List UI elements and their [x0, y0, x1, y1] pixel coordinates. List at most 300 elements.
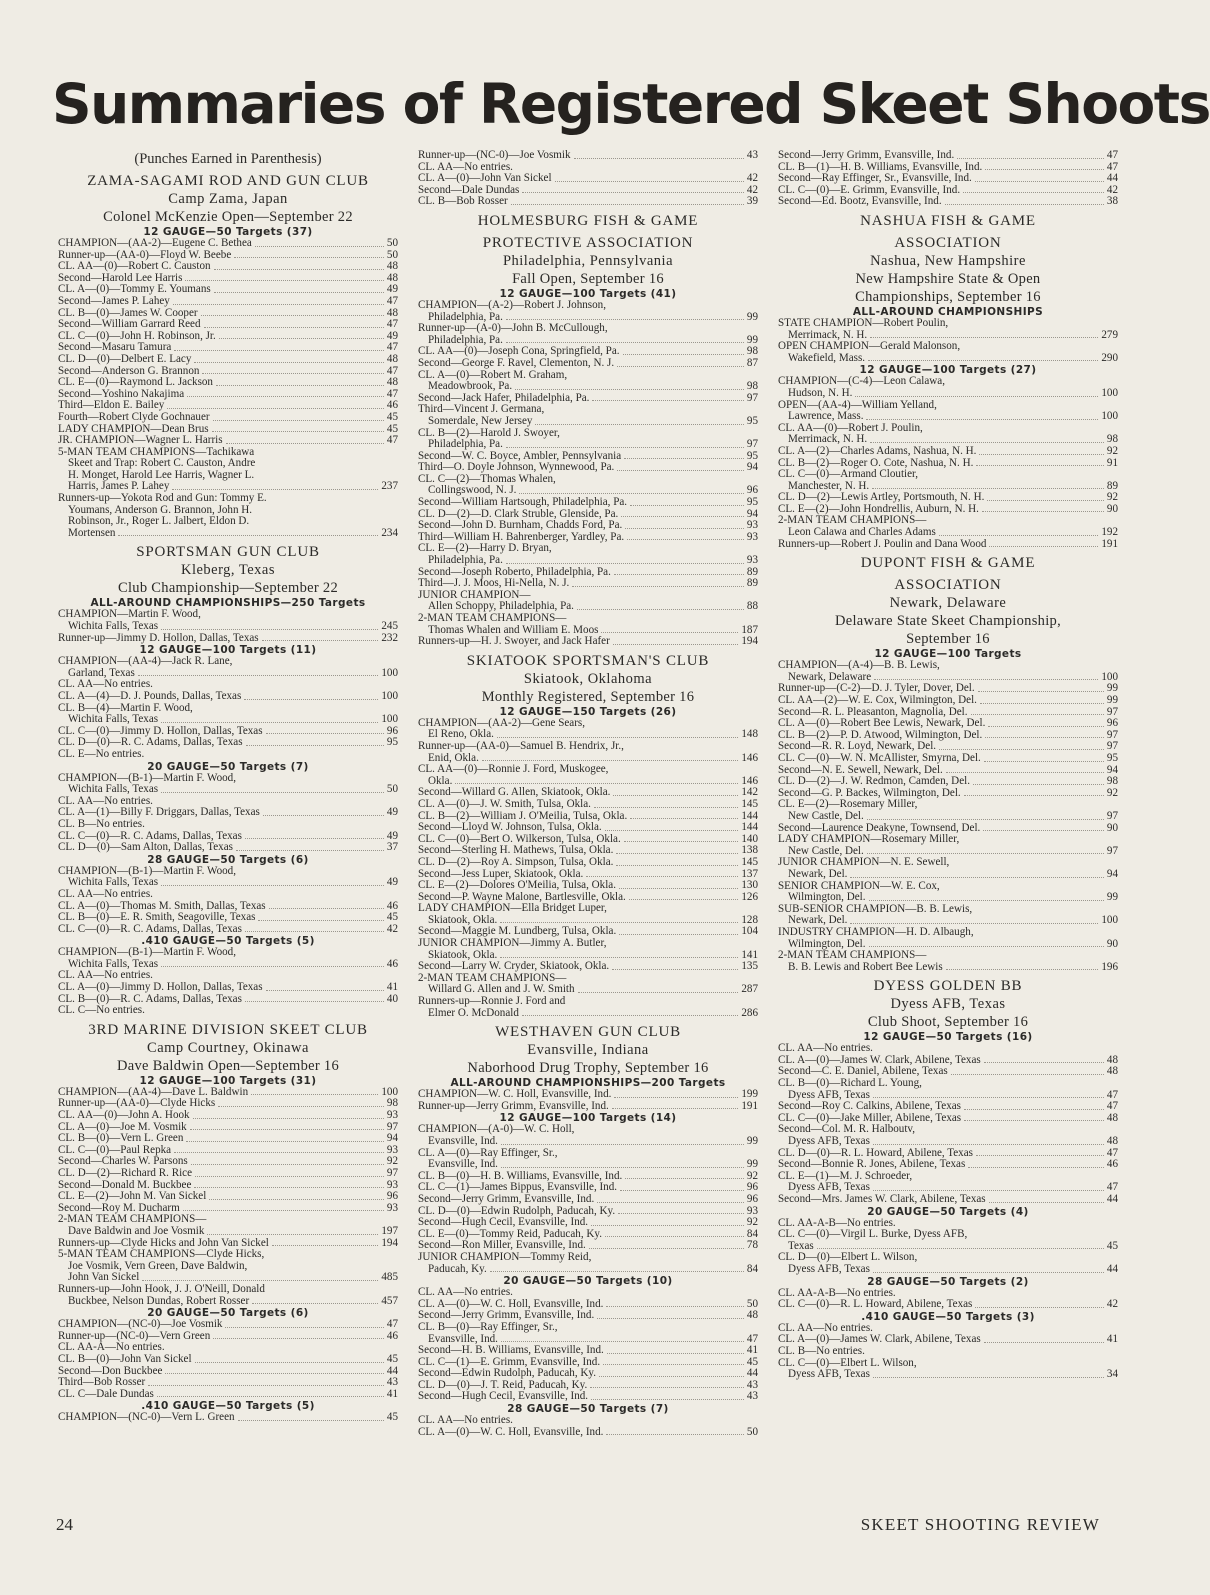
result-label: Wichita Falls, Texas	[68, 783, 159, 796]
result-score: 99	[1106, 694, 1118, 707]
dot-leader	[618, 1213, 744, 1214]
dot-leader	[625, 1178, 744, 1179]
result-score: 96	[746, 1192, 758, 1205]
result-row	[778, 1264, 1118, 1276]
result-label: Paducah, Ky.	[428, 1262, 487, 1275]
result-score: 47	[386, 387, 398, 400]
club-location: Camp Zama, Japan	[168, 191, 288, 207]
dot-leader	[621, 516, 744, 517]
result-line: CL. AA—(0)—Robert J. Poulin,	[778, 421, 923, 434]
dot-leader	[872, 488, 1104, 489]
result-score: 48	[1106, 1053, 1118, 1066]
result-label: CL. D—(2)—J. W. Redmon, Camden, Del.	[778, 775, 970, 788]
club-name: HOLMESBURG FISH & GAME	[477, 212, 699, 229]
result-score: 128	[741, 913, 758, 926]
result-line: CL. AA-A-B—No entries.	[778, 1216, 896, 1229]
result-label: Fourth—Robert Clyde Gochnauer	[58, 410, 210, 423]
result-label: CL. A—(4)—D. J. Pounds, Dallas, Texas	[58, 690, 242, 702]
result-line: CL. C—(0)—Armand Cloutier,	[778, 468, 919, 481]
dot-leader	[201, 315, 384, 316]
result-line: CHAMPION—(AA-2)—Gene Sears,	[418, 716, 585, 729]
result-line: Runner-up—(AA-0)—Samuel B. Hendrix, Jr.,	[418, 739, 624, 752]
dot-leader	[630, 818, 738, 819]
dot-leader	[594, 807, 738, 808]
gauge-heading: 20 GAUGE—50 Targets (10)	[503, 1275, 673, 1288]
result-row	[418, 1194, 758, 1206]
dot-leader	[165, 1373, 383, 1374]
result-score: 45	[746, 1355, 758, 1368]
result-row	[778, 695, 1118, 707]
result-score: 78	[746, 1239, 758, 1252]
result-score: 42	[1106, 183, 1118, 196]
result-line: LADY CHAMPION—Rosemary Miller,	[778, 833, 960, 846]
result-label: CL. B—(2)—William J. O'Meilia, Tulsa, Okla.	[418, 809, 628, 822]
result-line: CL. B—(4)—Martin F. Wood,	[58, 701, 193, 714]
dot-leader	[244, 699, 378, 700]
result-score: 41	[1106, 1333, 1118, 1346]
result-score: 45	[386, 1352, 398, 1365]
result-score: 89	[1106, 479, 1118, 492]
result-line: Second—Col. M. R. Halboutv,	[778, 1123, 916, 1136]
result-score: 41	[746, 1344, 758, 1357]
result-label: Enid, Okla.	[428, 751, 479, 764]
result-score: 47	[1106, 1146, 1118, 1159]
result-score: 46	[386, 957, 398, 970]
result-line: CL. AA—No entries.	[418, 1414, 513, 1427]
result-score: 94	[1106, 867, 1118, 880]
result-score: 146	[741, 751, 758, 764]
result-score: 46	[1106, 1158, 1118, 1171]
result-label: Third—William H. Bahrenberger, Yardley, Pa.	[418, 530, 625, 543]
result-score: 43	[746, 1378, 758, 1391]
result-label: Second—Joseph Roberto, Philadelphia, Pa.	[418, 565, 611, 578]
result-score: 192	[1101, 526, 1118, 539]
dot-leader	[623, 354, 744, 355]
dot-leader	[515, 389, 744, 390]
result-label: Second—Harold Lee Harris	[58, 271, 183, 284]
result-line: CL. C—(0)—Elbert L. Wilson,	[778, 1356, 917, 1369]
result-label: CL. A—(0)—James W. Clark, Abilene, Texas	[778, 1333, 981, 1346]
dot-leader	[191, 1164, 384, 1165]
result-line: CHAMPION—(B-1)—Martin F. Wood,	[58, 771, 236, 784]
result-score: 50	[386, 237, 398, 249]
result-score: 96	[386, 1190, 398, 1203]
result-score: 44	[386, 1364, 398, 1377]
result-score: 91	[1106, 456, 1118, 469]
dot-leader	[982, 511, 1104, 512]
dot-leader	[607, 1353, 744, 1354]
result-score: 49	[386, 283, 398, 296]
result-score: 97	[746, 391, 758, 404]
dot-leader	[173, 304, 384, 305]
result-score: 43	[386, 1376, 398, 1389]
dot-leader	[613, 795, 738, 796]
result-score: 47	[746, 1332, 758, 1345]
result-label: Second—William Hartsough, Philadelphia, Pa.	[418, 496, 628, 509]
result-label: Runner-up—(NC-0)—Vern Green	[58, 1329, 211, 1342]
event-title: Colonel McKenzie Open—September 22	[103, 209, 353, 225]
dot-leader	[597, 1202, 744, 1203]
result-row	[58, 528, 398, 540]
page-title: Summaries of Registered Skeet Shoots	[52, 72, 1210, 136]
event-title: Championships, September 16	[855, 288, 1041, 305]
dot-leader	[985, 169, 1104, 170]
result-score: 47	[386, 364, 398, 377]
dot-leader	[945, 204, 1104, 205]
club-location: Philadelphia, Pennsylvania	[502, 252, 674, 269]
result-label: CL. C—(0)—Paul Repka	[58, 1143, 172, 1156]
result-score: 46	[386, 399, 398, 412]
result-score: 48	[386, 271, 398, 284]
result-score: 46	[386, 899, 398, 912]
dot-leader	[873, 1377, 1104, 1378]
dot-leader	[118, 535, 378, 536]
result-line: CL. E—(2)—Harry D. Bryan,	[418, 542, 552, 555]
result-line: CL. AA-A-B—No entries.	[778, 1286, 896, 1299]
result-continuation: Robinson, Jr., Roger L. Jalbert, Eldon D.	[68, 515, 250, 528]
result-label: Dave Baldwin and Joe Vosmik	[68, 1224, 205, 1237]
result-line: CL. AA-A—No entries.	[58, 1341, 165, 1354]
result-label: JR. CHAMPION—Wagner L. Harris	[58, 434, 223, 447]
dot-leader	[964, 1109, 1104, 1110]
result-label: CL. D—(2)—D. Clark Struble, Glenside, Pa.	[418, 507, 619, 520]
dot-leader	[252, 1303, 378, 1304]
gauge-heading: ALL-AROUND CHAMPIONSHIPS	[852, 305, 1044, 318]
result-label: Dyess AFB, Texas	[788, 1088, 870, 1101]
gauge-heading: 28 GAUGE—50 Targets (6)	[147, 853, 309, 866]
result-row	[58, 1296, 398, 1308]
result-label: CHAMPION—W. C. Holl, Evansville, Ind.	[418, 1088, 612, 1101]
dot-leader	[951, 1074, 1104, 1075]
result-score: 49	[386, 876, 398, 889]
result-line: JUNIOR CHAMPION—N. E. Sewell,	[778, 856, 950, 869]
result-score: 45	[1106, 1239, 1118, 1252]
dot-leader	[161, 885, 384, 886]
result-label: CL. D—(2)—Roy A. Simpson, Tulsa, Okla.	[418, 855, 614, 868]
gauge-heading: 12 GAUGE—100 Targets (41)	[499, 287, 677, 300]
result-score: 93	[386, 1109, 398, 1122]
result-row	[418, 822, 758, 834]
result-score: 146	[741, 774, 758, 787]
result-row	[58, 784, 398, 796]
result-row	[418, 381, 758, 393]
dot-leader	[236, 850, 384, 851]
result-score: 44	[746, 1367, 758, 1380]
dot-leader	[867, 853, 1104, 854]
result-score: 45	[386, 1411, 398, 1424]
result-label: CL. B—(0)—John Van Sickel	[58, 1352, 192, 1365]
result-score: 90	[1106, 937, 1118, 950]
dot-leader	[263, 815, 384, 816]
dot-leader	[194, 362, 384, 363]
result-row	[58, 412, 398, 424]
result-label: Skiatook, Okla.	[428, 948, 498, 961]
result-row	[778, 353, 1118, 365]
club-location: Skiatook, Oklahoma	[523, 670, 653, 687]
dot-leader	[629, 899, 739, 900]
result-score: 99	[1106, 682, 1118, 695]
result-label: CL. AA—(0)—John A. Hook	[58, 1109, 190, 1122]
result-label: Second—Bonnie R. Jones, Abilene, Texas	[778, 1158, 966, 1171]
result-label: Second—William Garrard Reed	[58, 318, 201, 331]
result-label: Runner-up—Jerry Grimm, Evansville, Ind.	[418, 1099, 609, 1112]
result-line: CL. E—(2)—Rosemary Miller,	[778, 798, 918, 811]
gauge-heading: 12 GAUGE—100 Targets (11)	[139, 644, 317, 657]
result-line: CHAMPION—(C-4)—Leon Calawa,	[778, 375, 945, 388]
result-label: CL. D—(0)—Delbert E. Lacy	[58, 352, 192, 365]
dot-leader	[979, 454, 1103, 455]
result-label: Wichita Falls, Texas	[68, 876, 159, 889]
dot-leader	[251, 1094, 378, 1095]
result-score: 93	[746, 1204, 758, 1217]
result-row	[778, 962, 1118, 974]
result-label: CL. D—(0)—Edwin Rudolph, Paducah, Ky.	[418, 1204, 616, 1217]
club-location: Kleberg, Texas	[180, 562, 276, 579]
result-score: 97	[746, 438, 758, 451]
club-name: PROTECTIVE ASSOCIATION	[482, 234, 694, 251]
result-line: CL. AA—No entries.	[778, 1042, 873, 1055]
result-score: 47	[386, 341, 398, 354]
result-score: 49	[386, 329, 398, 342]
result-score: 191	[741, 1099, 758, 1112]
dot-leader	[630, 505, 744, 506]
dot-leader	[869, 946, 1104, 947]
result-label: Evansville, Ind.	[428, 1332, 498, 1345]
result-label: CL. E—(0)—Tommy Reid, Paducah, Ky.	[418, 1227, 602, 1240]
result-label: Wichita Falls, Texas	[68, 713, 159, 726]
result-label: Manchester, N. H.	[788, 479, 870, 492]
result-label: CL. C—(1)—E. Grimm, Evansville, Ind.	[418, 1355, 601, 1368]
page-number: 24	[56, 1515, 73, 1534]
result-label: Second—Masaru Tamura	[58, 341, 172, 354]
result-row	[778, 811, 1118, 823]
club-name: 3RD MARINE DIVISION SKEET CLUB	[88, 1021, 368, 1038]
result-score: 145	[741, 797, 758, 810]
result-label: CL. AA—(0)—Joseph Cona, Springfield, Pa.	[418, 345, 620, 358]
result-score: 196	[1101, 960, 1118, 973]
result-label: Runner-up—(AA-0)—Floyd W. Beebe	[58, 248, 232, 261]
result-score: 49	[386, 829, 398, 842]
dot-leader	[975, 181, 1104, 182]
result-label: Willard G. Allen and J. W. Smith	[428, 983, 575, 996]
result-label: CL. A—(0)—Jimmy D. Hollon, Dallas, Texas	[58, 981, 263, 994]
result-row	[778, 411, 1118, 423]
dot-leader	[262, 640, 379, 641]
result-label: Buckbee, Nelson Dundas, Robert Rosser	[68, 1294, 250, 1307]
result-label: CL. A—(0)—W. C. Holl, Evansville, Ind.	[418, 1297, 604, 1310]
dot-leader	[984, 761, 1104, 762]
result-row	[778, 446, 1118, 458]
dot-leader	[269, 908, 384, 909]
result-row	[58, 1168, 398, 1180]
dot-leader	[174, 1152, 384, 1153]
event-title: September 16	[906, 631, 990, 648]
result-score: 97	[1106, 728, 1118, 741]
dot-leader	[870, 337, 1098, 338]
result-row	[58, 1226, 398, 1238]
result-score: 89	[746, 565, 758, 578]
result-score: 47	[386, 294, 398, 307]
club-name: NASHUA FISH & GAME	[860, 212, 1036, 229]
result-line: Runners-up—Ronnie J. Ford and	[418, 995, 566, 1008]
result-label: Second—H. B. Williams, Evansville, Ind.	[418, 1344, 604, 1357]
result-row	[58, 1354, 398, 1366]
club-name: SKIATOOK SPORTSMAN'S CLUB	[466, 652, 710, 669]
result-line: 5-MAN TEAM CHAMPIONS—Clyde Hicks,	[58, 1248, 265, 1261]
dot-leader	[867, 819, 1104, 820]
dot-leader	[987, 500, 1104, 501]
dot-leader	[255, 246, 384, 247]
result-line: CL. B—No entries.	[778, 1344, 865, 1357]
result-label: CL. A—(0)—Tommy E. Youmans	[58, 283, 211, 296]
result-label: Dyess AFB, Texas	[788, 1368, 870, 1381]
dot-leader	[605, 830, 739, 831]
dot-leader	[187, 396, 384, 397]
result-label: CL. D—(2)—Lewis Artley, Portsmouth, N. H.	[778, 491, 985, 504]
result-score: 92	[1106, 491, 1118, 504]
result-label: Runner-up—(NC-0)—Joe Vosmik	[418, 149, 571, 161]
result-score: 45	[386, 911, 398, 924]
result-line: Runner-up—(A-0)—John B. McCullough,	[418, 322, 608, 335]
result-label: Second—Jerry Grimm, Evansville, Ind.	[418, 1309, 595, 1322]
result-label: CL. B—(2)—Roger O. Cote, Nashua, N. H.	[778, 456, 974, 469]
result-line: CL. AA—(0)—Ronnie J. Ford, Muskogee,	[418, 763, 609, 776]
result-line: 2-MAN TEAM CHAMPIONS—	[58, 1213, 207, 1226]
result-line: CL. A—(0)—Ray Effinger, Sr.,	[418, 1146, 558, 1159]
dot-leader	[213, 1338, 384, 1339]
result-line: 5-MAN TEAM CHAMPIONS—Tachikawa	[58, 445, 255, 458]
dot-leader	[597, 1318, 744, 1319]
result-label: CL. D—(0)—R. L. Howard, Abilene, Texas	[778, 1146, 973, 1159]
dot-leader	[142, 1280, 378, 1281]
dot-leader	[214, 269, 384, 270]
dot-leader	[985, 737, 1104, 738]
result-row	[418, 1391, 758, 1403]
dot-leader	[214, 292, 384, 293]
dot-leader	[817, 1248, 1104, 1249]
result-label: Philadelphia, Pa.	[428, 310, 503, 323]
result-line: CHAMPION—(A-2)—Robert J. Johnson,	[418, 298, 606, 311]
dot-leader	[506, 342, 744, 343]
result-score: 99	[746, 310, 758, 323]
gauge-heading: 12 GAUGE—100 Targets (14)	[499, 1112, 677, 1125]
result-score: 42	[746, 172, 758, 185]
dot-leader	[973, 784, 1104, 785]
dot-leader	[157, 1396, 384, 1397]
result-score: 290	[1101, 351, 1118, 364]
result-score: 34	[1106, 1368, 1118, 1381]
result-line: CL. AA—No entries.	[58, 887, 153, 900]
dot-leader	[606, 1434, 744, 1435]
gauge-heading: ALL-AROUND CHAMPIONSHIPS—200 Targets	[450, 1077, 726, 1090]
dot-leader	[601, 632, 738, 633]
dot-leader	[850, 877, 1103, 878]
result-label: Dyess AFB, Texas	[788, 1181, 870, 1194]
dot-leader	[614, 574, 744, 575]
result-label: CL. C—(0)—Jimmy D. Hollon, Dallas, Texas	[58, 724, 263, 737]
result-line: STATE CHAMPION—Robert Poulin,	[778, 316, 949, 329]
dot-leader	[219, 338, 384, 339]
result-line: CL. E—(1)—M. J. Schroeder,	[778, 1169, 913, 1182]
gauge-heading: 12 GAUGE—100 Targets (31)	[139, 1074, 317, 1087]
result-label: Second—Edwin Rudolph, Paducah, Ky.	[418, 1367, 596, 1380]
event-title: Naborhood Drug Trophy, September 16	[467, 1060, 709, 1077]
gauge-heading: ALL-AROUND CHAMPIONSHIPS—250 Targets	[90, 597, 366, 610]
dot-leader	[613, 644, 739, 645]
result-line: 2-MAN TEAM CHAMPIONS—	[418, 612, 567, 624]
result-line: CHAMPION—(A-0)—W. C. Holl,	[418, 1123, 575, 1136]
result-continuation: Youmans, Anderson G. Brannon, John H.	[68, 503, 253, 516]
result-label: CL. A—(0)—Robert Bee Lewis, Newark, Del.	[778, 717, 986, 730]
result-score: 237	[381, 480, 398, 493]
dot-leader	[245, 838, 384, 839]
result-label: CL. C—(0)—John H. Robinson, Jr.	[58, 329, 216, 342]
dot-leader	[574, 158, 744, 159]
result-label: CL. C—(0)—W. N. McAllister, Smyrna, Del.	[778, 752, 981, 764]
result-score: 47	[386, 318, 398, 331]
result-label: Second—Jerry Grimm, Evansville, Ind.	[418, 1192, 595, 1205]
result-row	[58, 238, 398, 250]
dot-leader	[519, 493, 743, 494]
result-label: John Van Sickel	[68, 1271, 140, 1284]
dot-leader	[984, 1062, 1104, 1063]
result-label: Somerdale, New Jersey	[428, 414, 533, 427]
result-label: CL. A—(0)—John Van Sickel	[418, 172, 552, 185]
dot-leader	[627, 539, 744, 540]
result-label: Dyess AFB, Texas	[788, 1135, 870, 1148]
dot-leader	[148, 1385, 384, 1386]
result-line: CL. A—(0)—Robert M. Graham,	[418, 368, 568, 381]
dot-leader	[619, 934, 738, 935]
result-row	[778, 539, 1118, 551]
dot-leader	[874, 679, 1098, 680]
result-row	[58, 1377, 398, 1389]
dot-leader	[976, 465, 1104, 466]
result-label: Philadelphia, Pa.	[428, 333, 503, 346]
result-label: Wichita Falls, Texas	[68, 957, 159, 970]
dot-leader	[989, 1202, 1104, 1203]
dot-leader	[497, 737, 738, 738]
gauge-heading: .410 GAUGE—50 Targets (3)	[861, 1310, 1035, 1323]
result-label: CL. C—Dale Dundas	[58, 1387, 154, 1400]
result-label: Second—Roy M. Ducharm	[58, 1201, 180, 1214]
result-row	[58, 912, 398, 924]
result-row	[418, 1427, 758, 1439]
gauge-heading: 28 GAUGE—50 Targets (7)	[507, 1403, 669, 1416]
result-score: 46	[386, 1329, 398, 1342]
dot-leader	[873, 1097, 1104, 1098]
result-score: 95	[386, 736, 398, 749]
club-name: ZAMA-SAGAMI ROD AND GUN CLUB	[87, 173, 369, 189]
result-row	[418, 880, 758, 892]
dot-leader	[245, 1001, 384, 1002]
result-line: JUNIOR CHAMPION—Tommy Reid,	[418, 1250, 592, 1263]
result-row	[58, 319, 398, 331]
result-score: 47	[1106, 149, 1118, 161]
result-score: 39	[746, 195, 758, 208]
dot-leader	[946, 969, 1099, 970]
result-score: 47	[1106, 1100, 1118, 1113]
dot-leader	[522, 192, 744, 193]
dot-leader	[964, 795, 1104, 796]
result-line: 2-MAN TEAM CHAMPIONS—	[418, 971, 567, 984]
result-score: 44	[1106, 172, 1118, 185]
dot-leader	[971, 714, 1104, 715]
result-score: 93	[746, 530, 758, 543]
dot-leader	[500, 922, 738, 923]
result-label: CL. B—Bob Rosser	[418, 195, 508, 208]
result-label: Runner-up—Jimmy D. Hollon, Dallas, Texas	[58, 631, 259, 644]
